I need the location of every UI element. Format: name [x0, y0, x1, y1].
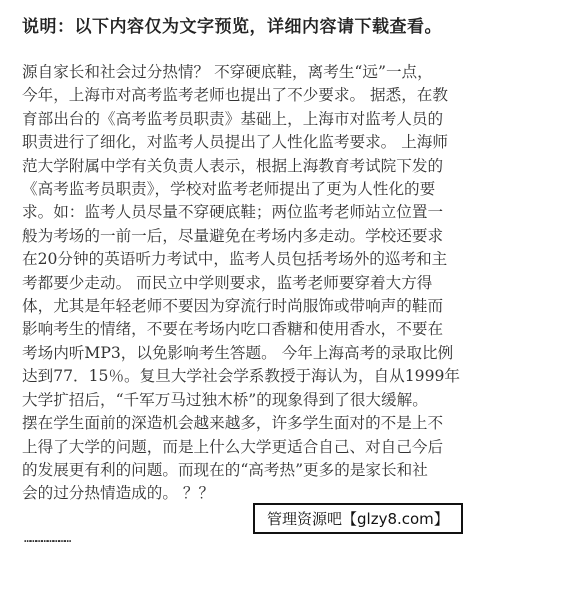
- article-line: 职责进行了细化，对监考人员提出了人性化监考要求。 上海师: [22, 133, 448, 152]
- preview-notice: 说明：以下内容仅为文字预览，详细内容请下载查看。: [22, 17, 442, 37]
- article-line: 《高考监考员职责》，学校对监考老师提出了更为人性化的要: [22, 180, 436, 199]
- article-line: 今年，上海市对高考监考老师也提出了不少要求。 据悉，在教: [22, 86, 448, 105]
- article-line: 大学扩招后，“千军万马过独木桥”的现象得到了很大缓解。: [22, 390, 428, 409]
- article-line: 的发展更有利的问题。而现在的“高考热”更多的是家长和社: [22, 460, 428, 479]
- article-line: 考都要少走动。 而民立中学则要求，监考老师要穿着大方得: [22, 273, 433, 292]
- article-line: 摆在学生面前的深造机会越来越多，许多学生面对的不是上不: [22, 414, 444, 433]
- article-line: 源自家长和社会过分热情？ 不穿硬底鞋，离考生“远”一点，: [22, 63, 433, 81]
- article-line: 在20分钟的英语听力考试中，监考人员包括考场外的巡考和主: [22, 250, 448, 269]
- article-line: 会的过分热情造成的。 ？？: [22, 484, 215, 503]
- article-line: 体，尤其是年轻老师不要因为穿流行时尚服饰或带响声的鞋而: [22, 297, 444, 316]
- article-line: 范大学附属中学有关负责人表示，根据上海教育考试院下发的: [22, 156, 444, 175]
- article-body: [22, 61, 554, 506]
- article-line: 求。如：监考人员尽量不穿硬底鞋；两位监考老师站立位置一: [22, 203, 444, 222]
- article-line: 考场内听MP3，以免影响考生答题。 今年上海高考的录取比例: [22, 343, 454, 362]
- article-line: 上得了大学的问题，而是上什么大学更适合自己、对自己今后: [22, 437, 444, 456]
- article-line: 育部出台的《高考监考员职责》基础上，上海市对监考人员的: [22, 109, 444, 128]
- truncation-ellipsis: ……………………: [24, 531, 70, 545]
- site-watermark: 管理资源吧【glzy8.com】: [253, 503, 463, 534]
- article-line: 达到77．15％。复旦大学社会学系教授于海认为，自从1999年: [22, 367, 461, 386]
- article-line: 般为考场的一前一后，尽量避免在考场内多走动。学校还要求: [22, 226, 444, 245]
- article-line: 影响考生的情绪，不要在考场内吃口香糖和使用香水，不要在: [22, 320, 444, 339]
